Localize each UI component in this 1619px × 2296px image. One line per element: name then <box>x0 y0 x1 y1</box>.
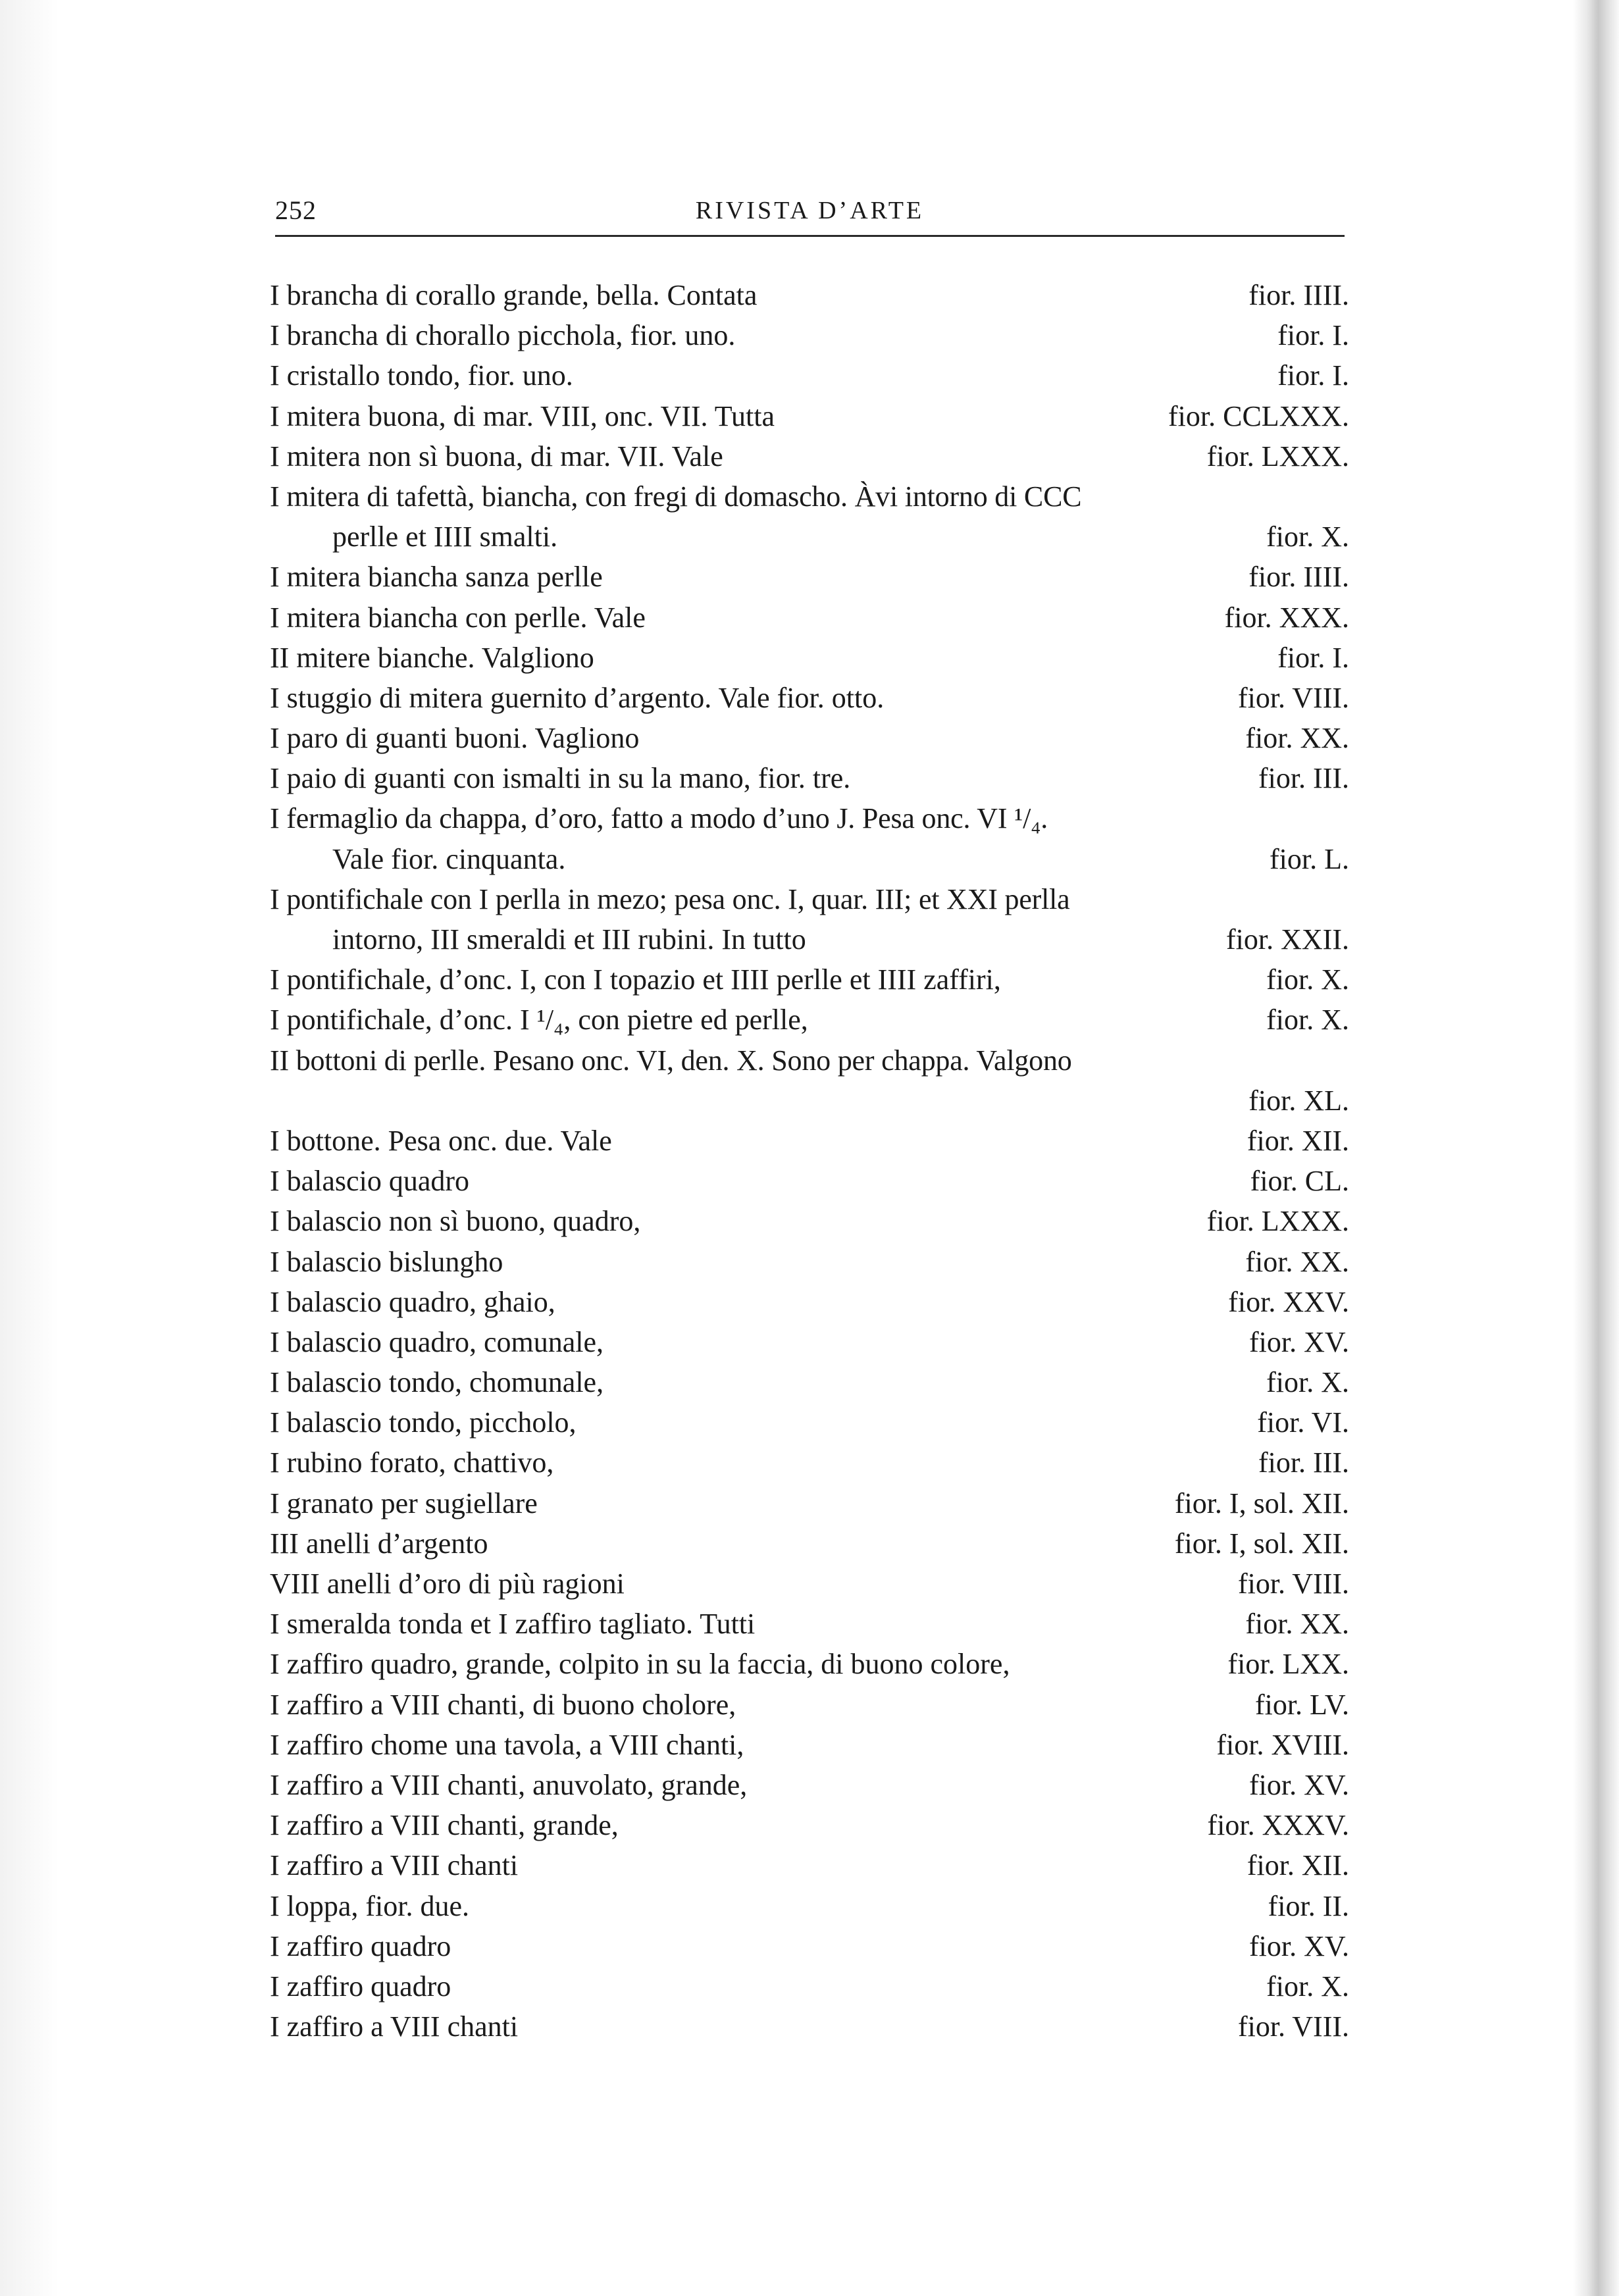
entry-value: fior. X. <box>1266 1004 1349 1036</box>
entry-description: I smeralda tonda et I zaffiro tagliato. Tutti <box>270 1608 756 1641</box>
entry-description: II bottoni di perlle. Pesano onc. VI, den. X. Sono per chappa. Valgono <box>270 1044 1072 1077</box>
inventory-entry <box>270 879 1349 919</box>
entry-description: I zaffiro a VIII chanti, di buono cholore, <box>270 1688 736 1721</box>
entry-description: I balascio quadro, ghaio, <box>270 1285 555 1318</box>
entry-value: fior. III. <box>1258 762 1349 795</box>
entry-value: fior. XXX. <box>1224 601 1349 634</box>
inventory-entry <box>270 436 1349 476</box>
entry-description: I balascio bislungho <box>270 1245 503 1278</box>
entry-value: fior. CL. <box>1250 1165 1349 1198</box>
entry-value: fior. I. <box>1277 319 1349 352</box>
entry-description: I pontifichale, d’onc. I, con I topazio et IIII perlle et IIII zaffiri, <box>270 963 1001 996</box>
inventory-entry <box>270 758 1349 798</box>
entry-description: I balascio tondo, chomunale, <box>270 1366 604 1399</box>
entry-value: fior. IIII. <box>1248 279 1349 311</box>
page-header <box>275 195 1345 236</box>
entry-description: I granato per sugiellare <box>270 1487 538 1519</box>
entry-value: fior. XX. <box>1245 1245 1349 1278</box>
entry-value: fior. XV. <box>1249 1929 1349 1962</box>
entry-description: I zaffiro quadro <box>270 1929 451 1962</box>
inventory-entry <box>270 1845 1349 1885</box>
inventory-entry <box>270 1926 1349 1966</box>
inventory-entry <box>270 1685 1349 1725</box>
entry-value: fior. VIII. <box>1237 1568 1349 1600</box>
inventory-entry <box>270 1402 1349 1442</box>
entry-value: fior. LXX. <box>1227 1648 1349 1681</box>
inventory-entry-continuation <box>270 517 1349 557</box>
inventory-entry-continuation <box>270 919 1349 959</box>
header-rule <box>275 235 1345 237</box>
entry-description: I mitera buona, di mar. VIII, onc. VII. Tutta <box>270 399 775 432</box>
entry-description: I zaffiro a VIII chanti, grande, <box>270 1809 619 1842</box>
inventory-entry <box>270 1604 1349 1644</box>
inventory-entry <box>270 355 1349 395</box>
entry-description: I zaffiro quadro <box>270 1970 451 2003</box>
running-title: RIVISTA D’ARTE <box>695 197 925 224</box>
inventory-entry <box>270 1886 1349 1926</box>
inventory-entry-continuation <box>270 839 1349 879</box>
entry-value: fior. CCLXXX. <box>1168 399 1349 432</box>
inventory-entry <box>270 1282 1349 1322</box>
inventory-entry <box>270 638 1349 678</box>
entry-description: I stuggio di mitera guernito d’argento. Vale fior. otto. <box>270 681 885 714</box>
entry-value: fior. XV. <box>1249 1768 1349 1801</box>
inventory-entry <box>270 798 1349 838</box>
entry-value: fior. XII. <box>1246 1124 1349 1157</box>
inventory-entry <box>270 2006 1349 2047</box>
entry-description: III anelli d’argento <box>270 1527 488 1560</box>
entry-description: I pontifichale, d’onc. I ¹/₄, con pietre ed perlle, <box>270 1004 808 1036</box>
entry-description: I mitera non sì buona, di mar. VII. Vale <box>270 440 723 472</box>
entry-description: Vale fior. cinquanta. <box>332 842 566 875</box>
inventory-entry <box>270 557 1349 597</box>
inventory-entry <box>270 1000 1349 1040</box>
inventory-entry <box>270 1966 1349 2006</box>
inventory-entry <box>270 959 1349 1000</box>
entry-value: fior. XV. <box>1249 1325 1349 1358</box>
entry-value: fior. LXXX. <box>1206 440 1349 472</box>
entry-description: I zaffiro a VIII chanti <box>270 2010 519 2043</box>
entry-description: I balascio tondo, piccholo, <box>270 1406 577 1439</box>
inventory-entry <box>270 1644 1349 1684</box>
inventory-entry <box>270 1362 1349 1402</box>
entry-value: fior. I. <box>1277 359 1349 392</box>
page-number: 252 <box>275 195 317 225</box>
entry-description: I brancha di chorallo picchola, fior. uno. <box>270 319 736 352</box>
entry-value: fior. X. <box>1266 1970 1349 2003</box>
entry-description: perlle et IIII smalti. <box>332 521 558 553</box>
entry-value: fior. VIII. <box>1237 681 1349 714</box>
entry-description: I balascio quadro, comunale, <box>270 1325 604 1358</box>
entry-description: I balascio quadro <box>270 1165 469 1198</box>
entry-description: I fermaglio da chappa, d’oro, fatto a modo d’uno J. Pesa onc. VI ¹/₄. <box>270 802 1048 835</box>
inventory-entry <box>270 315 1349 355</box>
entry-value: fior. XX. <box>1245 1608 1349 1641</box>
entry-description: intorno, III smeraldi et III rubini. In tutto <box>332 923 806 956</box>
inventory-entry <box>270 1564 1349 1604</box>
entry-value: fior. XL. <box>1248 1084 1349 1117</box>
inventory-list <box>270 275 1349 2047</box>
inventory-entry <box>270 1201 1349 1241</box>
inventory-entry <box>270 1081 1349 1121</box>
entry-value: fior. III. <box>1258 1446 1349 1479</box>
inventory-entry <box>270 678 1349 718</box>
entry-description: I mitera biancha con perlle. Vale <box>270 601 646 634</box>
entry-description: I bottone. Pesa onc. due. Vale <box>270 1124 612 1157</box>
entry-value: fior. VI. <box>1257 1406 1349 1439</box>
entry-value: fior. XVIII. <box>1216 1728 1349 1761</box>
entry-value: fior. I. <box>1277 641 1349 674</box>
scan-edge-right <box>1573 0 1619 2296</box>
inventory-entry <box>270 1161 1349 1201</box>
inventory-entry <box>270 1442 1349 1483</box>
entry-description: I paio di guanti con ismalti in su la mano, fior. tre. <box>270 762 851 795</box>
entry-description: I loppa, fior. due. <box>270 1889 470 1922</box>
inventory-entry <box>270 1040 1349 1081</box>
inventory-entry <box>270 476 1349 517</box>
entry-value: fior. XXXV. <box>1207 1809 1349 1842</box>
entry-value: fior. XX. <box>1245 722 1349 755</box>
entry-description: VIII anelli d’oro di più ragioni <box>270 1568 625 1600</box>
inventory-entry <box>270 1523 1349 1564</box>
entry-value: fior. IIII. <box>1248 561 1349 594</box>
entry-value: fior. L. <box>1270 842 1349 875</box>
entry-value: fior. LV. <box>1254 1688 1349 1721</box>
inventory-entry <box>270 1322 1349 1362</box>
entry-description: I paro di guanti buoni. Vagliono <box>270 722 640 755</box>
entry-description: I rubino forato, chattivo, <box>270 1446 554 1479</box>
entry-value: fior. I, sol. XII. <box>1174 1527 1349 1560</box>
entry-description: II mitere bianche. Valgliono <box>270 641 594 674</box>
entry-value: fior. XII. <box>1246 1849 1349 1882</box>
entry-value: fior. X. <box>1266 963 1349 996</box>
entry-description: I cristallo tondo, fior. uno. <box>270 359 573 392</box>
entry-value: fior. XXV. <box>1228 1285 1349 1318</box>
entry-value: fior. X. <box>1266 1366 1349 1399</box>
entry-value: fior. I, sol. XII. <box>1174 1487 1349 1519</box>
inventory-entry <box>270 1725 1349 1765</box>
entry-value: fior. LXXX. <box>1206 1205 1349 1238</box>
entry-description: I zaffiro a VIII chanti <box>270 1849 519 1882</box>
entry-description: I mitera di tafettà, biancha, con fregi di domascho. Àvi intorno di CCC <box>270 480 1082 513</box>
entry-description: I brancha di corallo grande, bella. Contata <box>270 279 758 311</box>
entry-description: I zaffiro chome una tavola, a VIII chanti, <box>270 1728 744 1761</box>
entry-description: I balascio non sì buono, quadro, <box>270 1205 641 1238</box>
inventory-entry <box>270 275 1349 315</box>
entry-description: I zaffiro a VIII chanti, anuvolato, grande, <box>270 1768 748 1801</box>
entry-description: I mitera biancha sanza perlle <box>270 561 603 594</box>
entry-value: fior. II. <box>1268 1889 1349 1922</box>
inventory-entry <box>270 1121 1349 1161</box>
entry-value: fior. X. <box>1266 521 1349 553</box>
entry-description: I zaffiro quadro, grande, colpito in su la faccia, di buono colore, <box>270 1648 1010 1681</box>
entry-description: I pontifichale con I perlla in mezo; pesa onc. I, quar. III; et XXI perlla <box>270 882 1070 915</box>
inventory-entry <box>270 718 1349 758</box>
entry-value: fior. VIII. <box>1237 2010 1349 2043</box>
inventory-entry <box>270 1805 1349 1845</box>
inventory-entry <box>270 1765 1349 1805</box>
scan-edge-left <box>0 0 59 2296</box>
inventory-entry <box>270 598 1349 638</box>
inventory-entry <box>270 1242 1349 1282</box>
entry-value: fior. XXII. <box>1226 923 1349 956</box>
inventory-entry <box>270 1483 1349 1523</box>
inventory-entry <box>270 396 1349 436</box>
